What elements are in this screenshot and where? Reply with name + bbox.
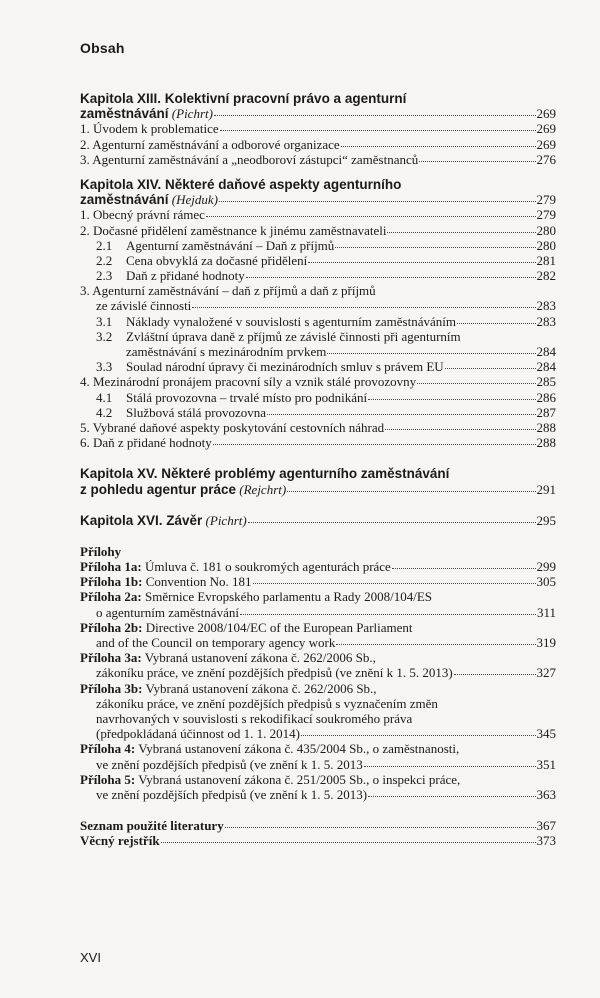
toc-entry[interactable]: 2. Dočasné přidělení zaměstnance k jinému zaměstnavateli 280 — [80, 222, 556, 238]
running-header: Obsah — [80, 40, 125, 56]
page-number: XVI — [80, 950, 101, 965]
appendix-entry[interactable]: and of the Council on temporary agency work 319 — [96, 635, 556, 650]
appendix-entry-line1: Příloha 4: Vybraná ustanovení zákona č. 435/2004 Sb., o zaměstnanosti, — [80, 741, 460, 757]
appendix-entry-line1: Příloha 2a: Směrnice Evropského parlamentu a Rady 2008/104/ES — [80, 589, 433, 605]
toc-entry[interactable]: 2. Agenturní zaměstnávání a odborové organizace 269 — [80, 136, 556, 152]
toc-entry-line1: 3. Agenturní zaměstnávání – daň z příjmů a daň z příjmů — [80, 283, 376, 299]
chapter-14-title-line1: Kapitola XIV. Některé daňové aspekty agenturního — [80, 176, 402, 192]
chapter-14-entry[interactable]: zaměstnávání (Hejduk) 279 — [80, 192, 556, 208]
appendix-entry-line1: Příloha 3b: Vybraná ustanovení zákona č. 262/2006 Sb., — [80, 680, 377, 696]
toc-subentry[interactable]: 3.3 Soulad národní úpravy či mezinárodních smluv s právem EU 284 — [96, 359, 556, 375]
appendix-entry-line1: Příloha 3a: Vybraná ustanovení zákona č. 262/2006 Sb., — [80, 650, 376, 666]
appendix-entry[interactable]: zákoníku práce, ve znění pozdějších předpisů (ve znění k 1. 5. 2013) 327 — [96, 665, 556, 681]
index-entry[interactable]: Věcný rejstřík 373 — [80, 833, 556, 849]
toc-subentry[interactable]: 2.2 Cena obvyklá za dočasné přidělení 281 — [96, 252, 556, 268]
toc-subentry[interactable]: 3.1 Náklady vynaložené v souvislosti s agenturním zaměstnáváním 283 — [96, 313, 556, 329]
appendix-entry[interactable]: Příloha 1b: Convention No. 181 305 — [80, 574, 556, 590]
toc-entry[interactable]: 1. Úvodem k problematice 269 — [80, 121, 556, 137]
appendix-entry[interactable]: ve znění pozdějších předpisů (ve znění k 1. 5. 2013 351 — [96, 756, 556, 772]
appendix-entry[interactable]: o agenturním zaměstnávání 311 — [96, 604, 556, 620]
chapter-13-entry[interactable]: zaměstnávání (Pichrt) 269 — [80, 106, 556, 122]
appendix-entry-line1: Příloha 2b: Directive 2008/104/EC of the European Parliament — [80, 619, 413, 635]
toc-subentry[interactable]: 4.1 Stálá provozovna – trvalé místo pro podnikání 286 — [96, 389, 556, 405]
chapter-16-entry[interactable]: Kapitola XVI. Závěr (Pichrt) 295 — [80, 512, 556, 528]
toc-subentry[interactable]: 2.1 Agenturní zaměstnávání – Daň z příjmů 280 — [96, 237, 556, 253]
appendix-entry-line3: navrhovaných v souvislosti s rekodifikací soukromého práva — [96, 710, 413, 726]
toc-entry[interactable]: 3. Agenturní zaměstnávání a „neodboroví zástupci“ zaměstnanců 276 — [80, 151, 556, 167]
toc-entry[interactable]: 6. Daň z přidané hodnoty 288 — [80, 435, 556, 451]
chapter-15-entry[interactable]: z pohledu agentur práce (Rejchrt) 291 — [80, 481, 556, 497]
appendix-entry[interactable]: (předpokládaná účinnost od 1. 1. 2014) 345 — [96, 726, 556, 742]
chapter-15-title-line1: Kapitola XV. Některé problémy agenturního zaměstnávání — [80, 466, 450, 482]
appendices-heading: Přílohy — [80, 543, 122, 559]
toc-subentry-line1: 3.2 Zvláštní úprava daně z příjmů ze závislé činnosti při agenturním — [96, 328, 461, 344]
toc-entry[interactable]: 4. Mezinárodní pronájem pracovní síly a vznik stálé provozovny 285 — [80, 374, 556, 390]
toc-entry[interactable]: 1. Obecný právní rámec 279 — [80, 207, 556, 223]
toc-subentry[interactable]: 2.3 Daň z přidané hodnoty 282 — [96, 268, 556, 284]
appendix-entry[interactable]: ve znění pozdějších předpisů (ve znění k 1. 5. 2013) 363 — [96, 786, 556, 802]
bibliography-entry[interactable]: Seznam použité literatury 367 — [80, 818, 556, 834]
appendix-entry-line1: Příloha 5: Vybraná ustanovení zákona č. 251/2005 Sb., o inspekci práce, — [80, 771, 461, 787]
toc-entry[interactable]: ze závislé činnosti 283 — [96, 298, 556, 314]
table-of-contents — [80, 91, 556, 848]
toc-entry[interactable]: 5. Vybrané daňové aspekty poskytování cestovních náhrad 288 — [80, 419, 556, 435]
toc-subentry[interactable]: 4.2 Službová stálá provozovna 287 — [96, 404, 556, 420]
chapter-13-title-line1: Kapitola XIII. Kolektivní pracovní právo a agenturní — [80, 91, 407, 106]
appendix-entry[interactable]: Příloha 1a: Úmluva č. 181 o soukromých agenturách práce 299 — [80, 559, 556, 575]
toc-subentry[interactable]: zaměstnávání s mezinárodním prvkem 284 — [126, 344, 556, 359]
appendix-entry-line2: zákoníku práce, ve znění pozdějších předpisů s vyznačením změn — [96, 695, 438, 711]
